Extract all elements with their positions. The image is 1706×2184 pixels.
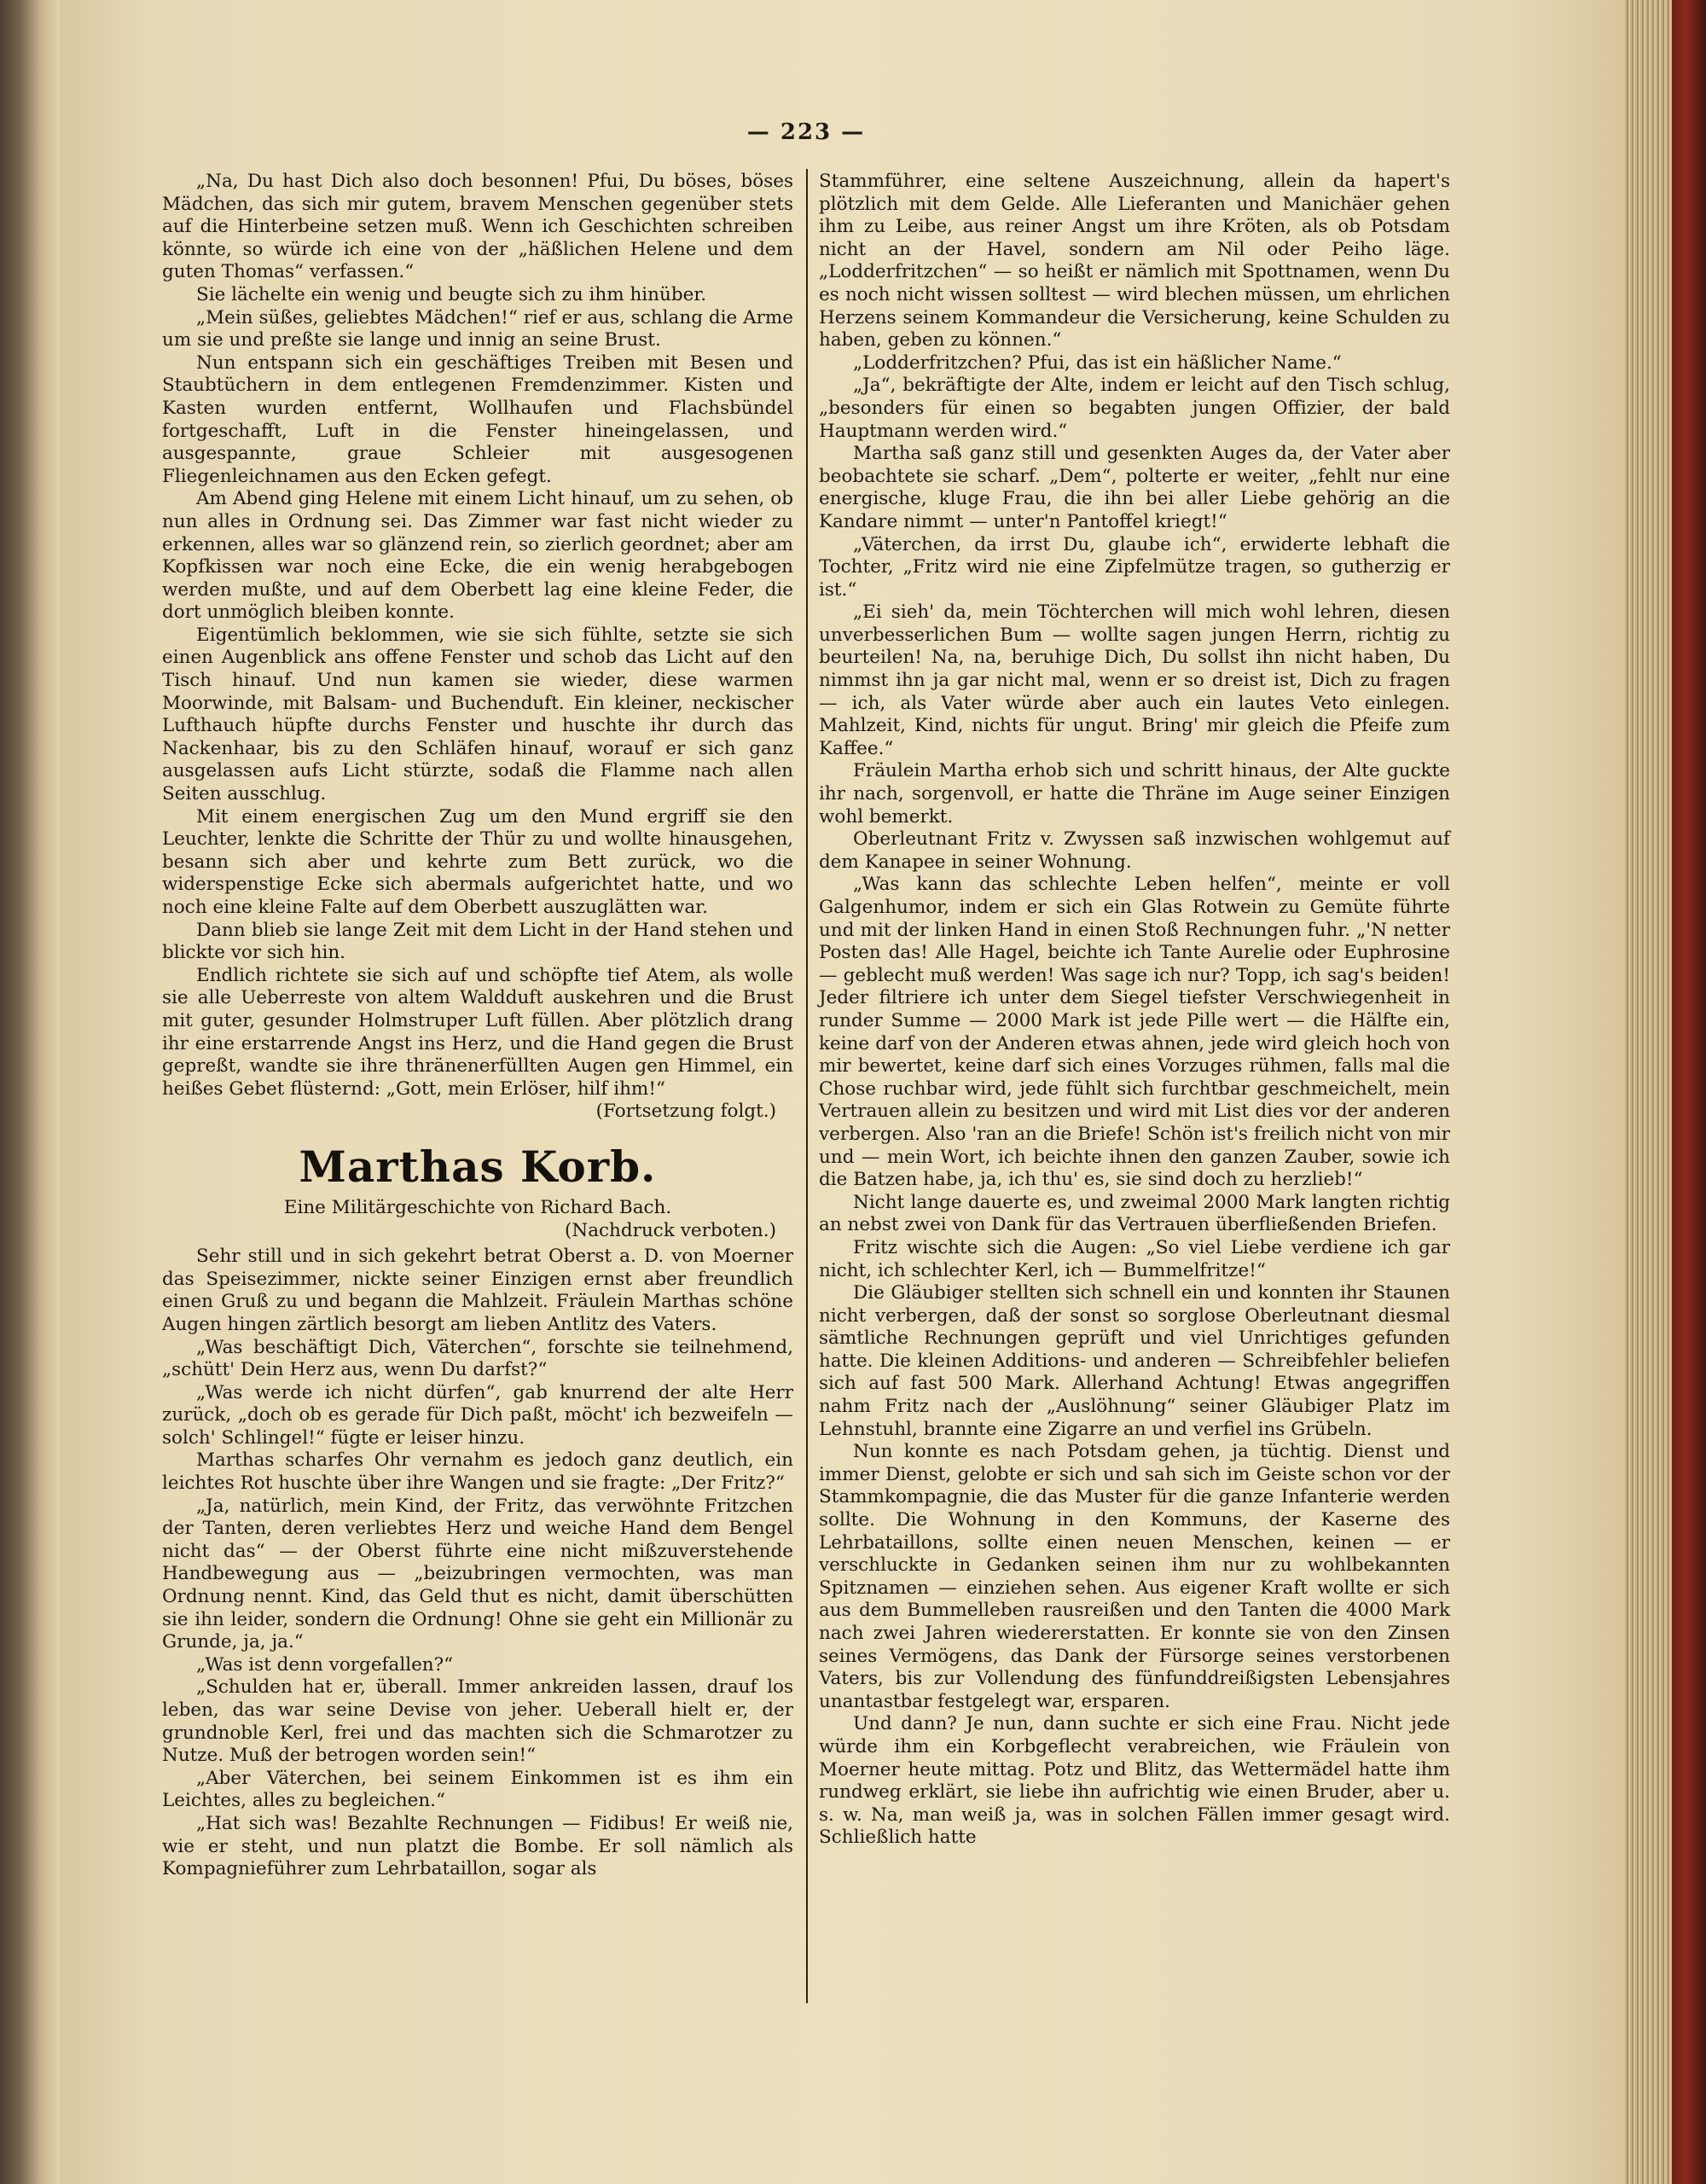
paragraph: Fritz wischte sich die Augen: „So viel Liebe verdiene ich gar nicht, ich schlechter Kerl, ich — Bummelfritze!“ (819, 1236, 1450, 1281)
paragraph: Martha saß ganz still und gesenkten Auges da, der Vater aber beobachtete sie scharf. „Dem“, polterte er weiter, „fehlt nur eine energische, kluge Frau, die ihn bei aller Liebe gehörig an die Kandare nimmt — unter'n Pantoffel kriegt!“ (819, 443, 1450, 532)
paragraph: „Was kann das schlechte Leben helfen“, meinte er voll Galgenhumor, indem er sich ein Glas Rotwein zu Gemüte führte und mit der linken Hand in einen Stoß Rechnungen fuhr. „'N netter Posten das! Alle Hagel, beichte ich Tante Aurelie oder Euphrosine — geblecht muß werden! Was sage ich nur? Topp, ich sag's beiden! Jeder filtriere ich unter dem Siegel tiefster Verschwiegenheit in runder Summe — 2000 Mark ist jede Pille wert — die Hälfte ein, keine darf von der Anderen etwas ahnen, jede wird gleich hoch von mir bewertet, keine darf sich eines Vorzuges rühmen, falls mal die Chose ruchbar wird, jede fühlt sich furchtbar geschmeichelt, mein Vertrauen allein zu besitzen und wird mit List dies vor der anderen verbergen. Also 'ran an die Briefe! Schön ist's freilich nicht von mir und — mein Wort, ich beichte ihnen den ganzen Zauber, sowie ich die Batzen habe, ja, ich thu' es, sie sind doch zu herzlieb!“ (819, 874, 1450, 1191)
paragraph: „Aber Väterchen, bei seinem Einkommen ist es ihm ein Leichtes, alles zu begleichen.“ (162, 1767, 793, 1812)
paragraph: „Ja, natürlich, mein Kind, der Fritz, das verwöhnte Fritzchen der Tanten, deren verliebtes Herz und weiche Hand dem Bengel nicht das“ — der Oberst führte eine nicht mißzuverstehende Handbewegung aus — „beizubringen vermochten, was man Ordnung nennt. Kind, das Geld thut es nicht, damit überschütten sie ihn leider, sondern die Ordnung! Ohne sie geht ein Millionär zu Grunde, ja, ja.“ (162, 1495, 793, 1653)
paragraph: Nicht lange dauerte es, und zweimal 2000 Mark langten richtig an nebst zwei von Dank für das Vertrauen überfließenden Briefen. (819, 1191, 1450, 1236)
paragraph: „Schulden hat er, überall. Immer ankreiden lassen, drauf los leben, das war seine Devise von jeher. Ueberall hielt er, der grundnoble Kerl, frei und das machten sich die Schmarotzer zu Nutze. Muß der betrogen worden sein!“ (162, 1676, 793, 1767)
paragraph: „Väterchen, da irrst Du, glaube ich“, erwiderte lebhaft die Tochter, „Fritz wird nie eine Zipfelmütze tragen, so gutherzig er ist.“ (819, 533, 1450, 601)
paragraph: Und dann? Je nun, dann suchte er sich eine Frau. Nicht jede würde ihm ein Korbgeflecht verabreichen, wie Fräulein von Moerner heute mittag. Potz und Blitz, das Wettermädel hatte ihm rundweg erklärt, sie liebe ihn aufrichtig wie einen Bruder, aber u. s. w. Na, man weiß ja, was in solchen Fällen immer gesagt wird. Schließlich hatte (819, 1713, 1450, 1849)
paragraph: Marthas scharfes Ohr vernahm es jedoch ganz deutlich, ein leichtes Rot huschte über ihre Wangen und sie fragte: „Der Fritz?“ (162, 1449, 793, 1495)
paragraph: Stammführer, eine seltene Auszeichnung, allein da hapert's plötzlich mit dem Gelde. Alle Lieferanten und Manichäer gehen ihm zu Leibe, aus reiner Angst um ihre Kröten, als ob Potsdam nicht an der Havel, sondern am Nil oder Peiho läge. „Lodderfritzchen“ — so heißt er nämlich mit Spottnamen, wenn Du es noch nicht wissen solltest — wird blechen müssen, um ehrlichen Herzens seinem Kommandeur die Versicherung, keine Schulden zu haben, geben zu können.“ (819, 171, 1450, 351)
paragraph: Sehr still und in sich gekehrt betrat Oberst a. D. von Moerner das Speisezimmer, nickte seiner Einzigen ernst aber freundlich einen Gruß zu und begann die Mahlzeit. Fräulein Marthas schöne Augen hingen zärtlich besorgt am lieben Antlitz des Vaters. (162, 1246, 793, 1335)
paragraph: „Ja“, bekräftigte der Alte, indem er leicht auf den Tisch schlug, „besonders für einen so begabten jungen Offizier, der bald Hauptmann werden wird.“ (819, 375, 1450, 442)
paragraph: „Was ist denn vorgefallen?“ (196, 1653, 454, 1676)
page-number: — 223 — (746, 119, 866, 145)
column-divider (806, 169, 808, 2003)
paragraph: Am Abend ging Helene mit einem Licht hinauf, um zu sehen, ob nun alles in Ordnung sei. Das Zimmer war fast nicht wieder zu erkennen, alles war so glänzend rein, so zierlich geordnet; aber am Kopfkissen war noch eine Ecke, die ein wenig herabgebogen werden mußte, und auf dem Oberbett lag eine kleine Feder, die dort unmöglich bleiben konnte. (162, 488, 793, 624)
left-column (162, 171, 793, 1881)
story-title: Marthas Korb. (299, 1141, 657, 1192)
paragraph: „Lodderfritzchen? Pfui, das ist ein häßlicher Name.“ (853, 351, 1342, 374)
paragraph: Nun konnte es nach Potsdam gehen, ja tüchtig. Dienst und immer Dienst, gelobte er sich und sah sich im Geiste schon vor der Stammkompagnie, die das Muster für die ganze Infanterie werden sollte. Die Wohnung in den Kommuns, der Kaserne des Lehrbataillons, sollte einen neuen Menschen, keinen — er verschluckte in Gedanken seinen ihm nur zu wohlbekannten Spitznamen — einziehen sehen. Aus eigener Kraft wollte er sich aus dem Bummelleben rausreißen und den Tanten die 4000 Mark nach zwei Jahren wiedererstatten. Er konnte sie von den Zinsen seines Vermögens, das Dank der Fürsorge seines verstorbenen Vaters, bis zur Vollendung des fünfunddreißigsten Lebensjahres unantastbar festgelegt war, ersparen. (819, 1441, 1450, 1712)
paragraph: Mit einem energischen Zug um den Mund ergriff sie den Leuchter, lenkte die Schritte der Thür zu und wollte hinausgehen, besann sich aber und kehrte zum Bett zurück, wo die widerspenstige Ecke sich abermals aufgerichtet hatte, und wo noch eine kleine Falte auf dem Oberbett auszuglätten war. (162, 805, 793, 918)
continuation-note: (Fortsetzung folgt.) (595, 1101, 776, 1123)
paragraph: „Na, Du hast Dich also doch besonnen! Pfui, Du böses, böses Mädchen, das sich mir gutem, bravem Menschen gegenüber stets auf die Hinterbeine setzen muß. Wenn ich Geschichten schreiben könnte, so würde ich eine von der „häßlichen Helene und dem guten Thomas“ verfassen.“ (162, 171, 793, 283)
paragraph: „Was werde ich nicht dürfen“, gab knurrend der alte Herr zurück, „doch ob es gerade für Dich paßt, möcht' ich bezweifeln — solch' Schlingel!“ fügte er leiser hinzu. (162, 1381, 793, 1449)
paragraph: „Hat sich was! Bezahlte Rechnungen — Fidibus! Er weiß nie, wie er steht, und nun platzt die Bombe. Er soll nämlich als Kompagnieführer zum Lehrbataillon, sogar als (162, 1812, 793, 1880)
paragraph: Fräulein Martha erhob sich und schritt hinaus, der Alte guckte ihr nach, sorgenvoll, er hatte die Thräne im Auge seiner Einzigen wohl bemerkt. (819, 760, 1450, 828)
paragraph: Dann blieb sie lange Zeit mit dem Licht in der Hand stehen und blickte vor sich hin. (162, 919, 793, 964)
paragraph: Sie lächelte ein wenig und beugte sich zu ihm hinüber. (196, 283, 707, 305)
previous-page-edge (0, 0, 60, 2184)
paragraph: Endlich richtete sie sich auf und schöpfte tief Atem, als wolle sie alle Ueberreste von altem Waldduft auskehren und die Brust mit guter, gesunder Holmstruper Luft füllen. Aber plötzlich drang ihr eine erstarrende Angst ins Herz, und die Hand gegen die Brust gepreßt, wandte sie ihre thränenerfüllten Augen gen Himmel, ein heißes Gebet flüsternd: „Gott, mein Erlöser, hilf ihm!“ (162, 964, 793, 1100)
book-block-edge (1625, 0, 1706, 2184)
paragraph: Eigentümlich beklommen, wie sie sich fühlte, setzte sie sich einen Augenblick ans offene Fenster und schob das Licht auf den Tisch hinauf. Und nun kamen sie wieder, diese warmen Moorwinde, mit Balsam- und Buchenduft. Ein kleiner, neckischer Lufthauch hüpfte durchs Fenster und huschte ihr durch das Nackenhaar, bis zu den Schläfen hinauf, worauf er sich ganz ausgelassen aufs Licht stürzte, sodaß die Flamme nach allen Seiten ausschlug. (162, 624, 793, 805)
paragraph: Nun entspann sich ein geschäftiges Treiben mit Besen und Staubtüchern in dem entlegenen Fremdenzimmer. Kisten und Kasten wurden entfernt, Wollhaufen und Flachsbündel fortgeschafft, Luft in die Fenster hineingelassen, und ausgespannte, graue Schleier mit ausgesogenen Fliegenleichnamen aus den Ecken gefegt. (162, 351, 793, 487)
paragraph: „Was beschäftigt Dich, Väterchen“, forschte sie teilnehmend, „schütt' Dein Herz aus, wenn Du darfst?“ (162, 1336, 793, 1381)
paragraph: „Mein süßes, geliebtes Mädchen!“ rief er aus, schlang die Arme um sie und preßte sie lange und innig an seine Brust. (162, 306, 793, 351)
story-subtitle: Eine Militärgeschichte von Richard Bach. (283, 1196, 672, 1218)
right-column (819, 171, 1450, 1850)
paragraph: Oberleutnant Fritz v. Zwyssen saß inzwischen wohlgemut auf dem Kanapee in seiner Wohnung. (819, 828, 1450, 873)
paragraph: „Ei sieh' da, mein Töchterchen will mich wohl lehren, diesen unverbesserlichen Bum — wollte sagen jungen Herrn, richtig zu beurteilen! Na, na, beruhige Dich, Du sollst ihn nicht haben, Du nimmst ihn ja gar nicht mal, wenn er so dreist ist, Dich zu fragen — ich, als Vater würde aber auch ein lautes Veto einlegen. Mahlzeit, Kind, nichts für ungut. Bring' mir gleich die Pfeife zum Kaffee.“ (819, 601, 1450, 759)
reprint-note: (Nachdruck verboten.) (565, 1219, 776, 1241)
paragraph: Die Gläubiger stellten sich schnell ein und konnten ihr Staunen nicht verbergen, daß der sonst so sorglose Oberleutnant diesmal sämtliche Rechnungen geprüft und viel Unrichtiges gefunden hatte. Die kleinen Additions- und anderen — Schreibfehler beliefen sich auf fast 500 Mark. Allerhand Achtung! Etwas angegriffen nahm Fritz nach der „Auslöhnung“ seiner Gläubiger Platz im Lehnstuhl, brannte eine Zigarre an und verfiel ins Grübeln. (819, 1282, 1450, 1440)
